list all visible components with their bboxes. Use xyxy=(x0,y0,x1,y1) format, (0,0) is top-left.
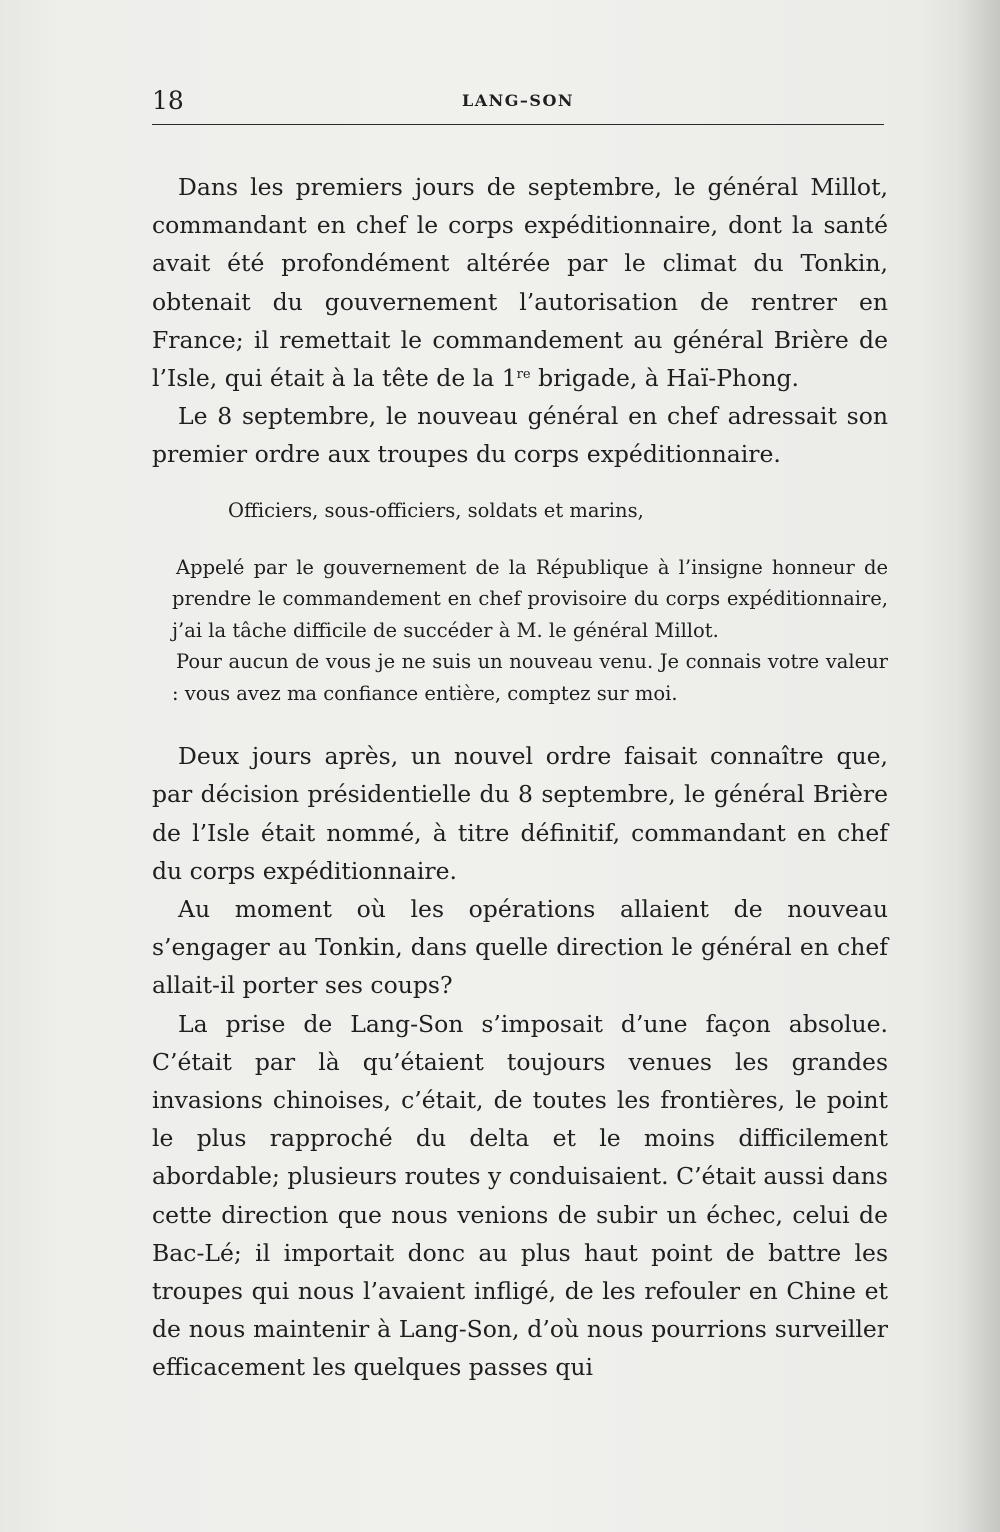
page-number: 18 xyxy=(152,86,184,115)
order-paragraph-1: Appelé par le gouvernement de la République à l’insigne honneur de prendre le commandement en chef provisoire du corps expéditionnaire, j’ai la tâche difficile de succéder à M. le général Millot. xyxy=(172,555,888,642)
paragraph-2: Le 8 septembre, le nouveau général en chef adressait son premier ordre aux troupes du corps expéditionnaire. xyxy=(152,402,888,469)
general-order xyxy=(152,496,888,710)
body-text xyxy=(152,168,888,1387)
paragraph-4: Au moment où les opérations allaient de nouveau s’engager au Tonkin, dans quelle direction le général en chef allait-il porter ses coups? xyxy=(152,894,888,1000)
ordinal-superscript: re xyxy=(516,367,531,383)
paragraph-1-end: brigade, à Haï-Phong. xyxy=(530,364,799,393)
paragraph-1 xyxy=(152,168,888,397)
paragraph-5: La prise de Lang-Son s’imposait d’une façon absolue. C’était par là qu’étaient toujours venues les grandes invasions chinoises, c’était, de toutes les frontières, le point le plus rapproché du delta et le moins difficilement abordable; plusieurs routes y conduisaient. C’était aussi dans cette direction que nous venions de subir un échec, celui de Bac-Lé; il importait donc au plus haut point de battre les troupes qui nous l’avaient infligé, de les refouler en Chine et de nous maintenir à Lang-Son, d’où nous pourrions surveiller efficacement les quelques passes qui xyxy=(152,1009,888,1382)
after-order-section xyxy=(152,737,888,1386)
paragraph-1-text: Dans les premiers jours de septembre, le général Millot, commandant en chef le corps expéditionnaire, dont la santé avait été profondément altérée par le climat du Tonkin, obtenait du gouvernement l’autorisation de rentrer en France; il remettait le commandement au général Brière de l’Isle, qui était à la tête de la 1 xyxy=(152,173,888,393)
running-title: LANG–SON xyxy=(461,91,575,110)
paragraph-3: Deux jours après, un nouvel ordre faisait connaître que, par décision présidentielle du 8 septembre, le général Brière de l’Isle était nommé, à titre définitif, commandant en chef du corps expéditionnaire. xyxy=(152,742,888,885)
order-salutation: Officiers, sous-officiers, soldats et marins, xyxy=(228,498,644,522)
running-head xyxy=(152,86,884,116)
order-paragraph-2: Pour aucun de vous je ne suis un nouveau venu. Je connais votre valeur : vous avez ma confiance entière, comptez sur moi. xyxy=(172,650,888,705)
header-rule xyxy=(152,124,884,125)
